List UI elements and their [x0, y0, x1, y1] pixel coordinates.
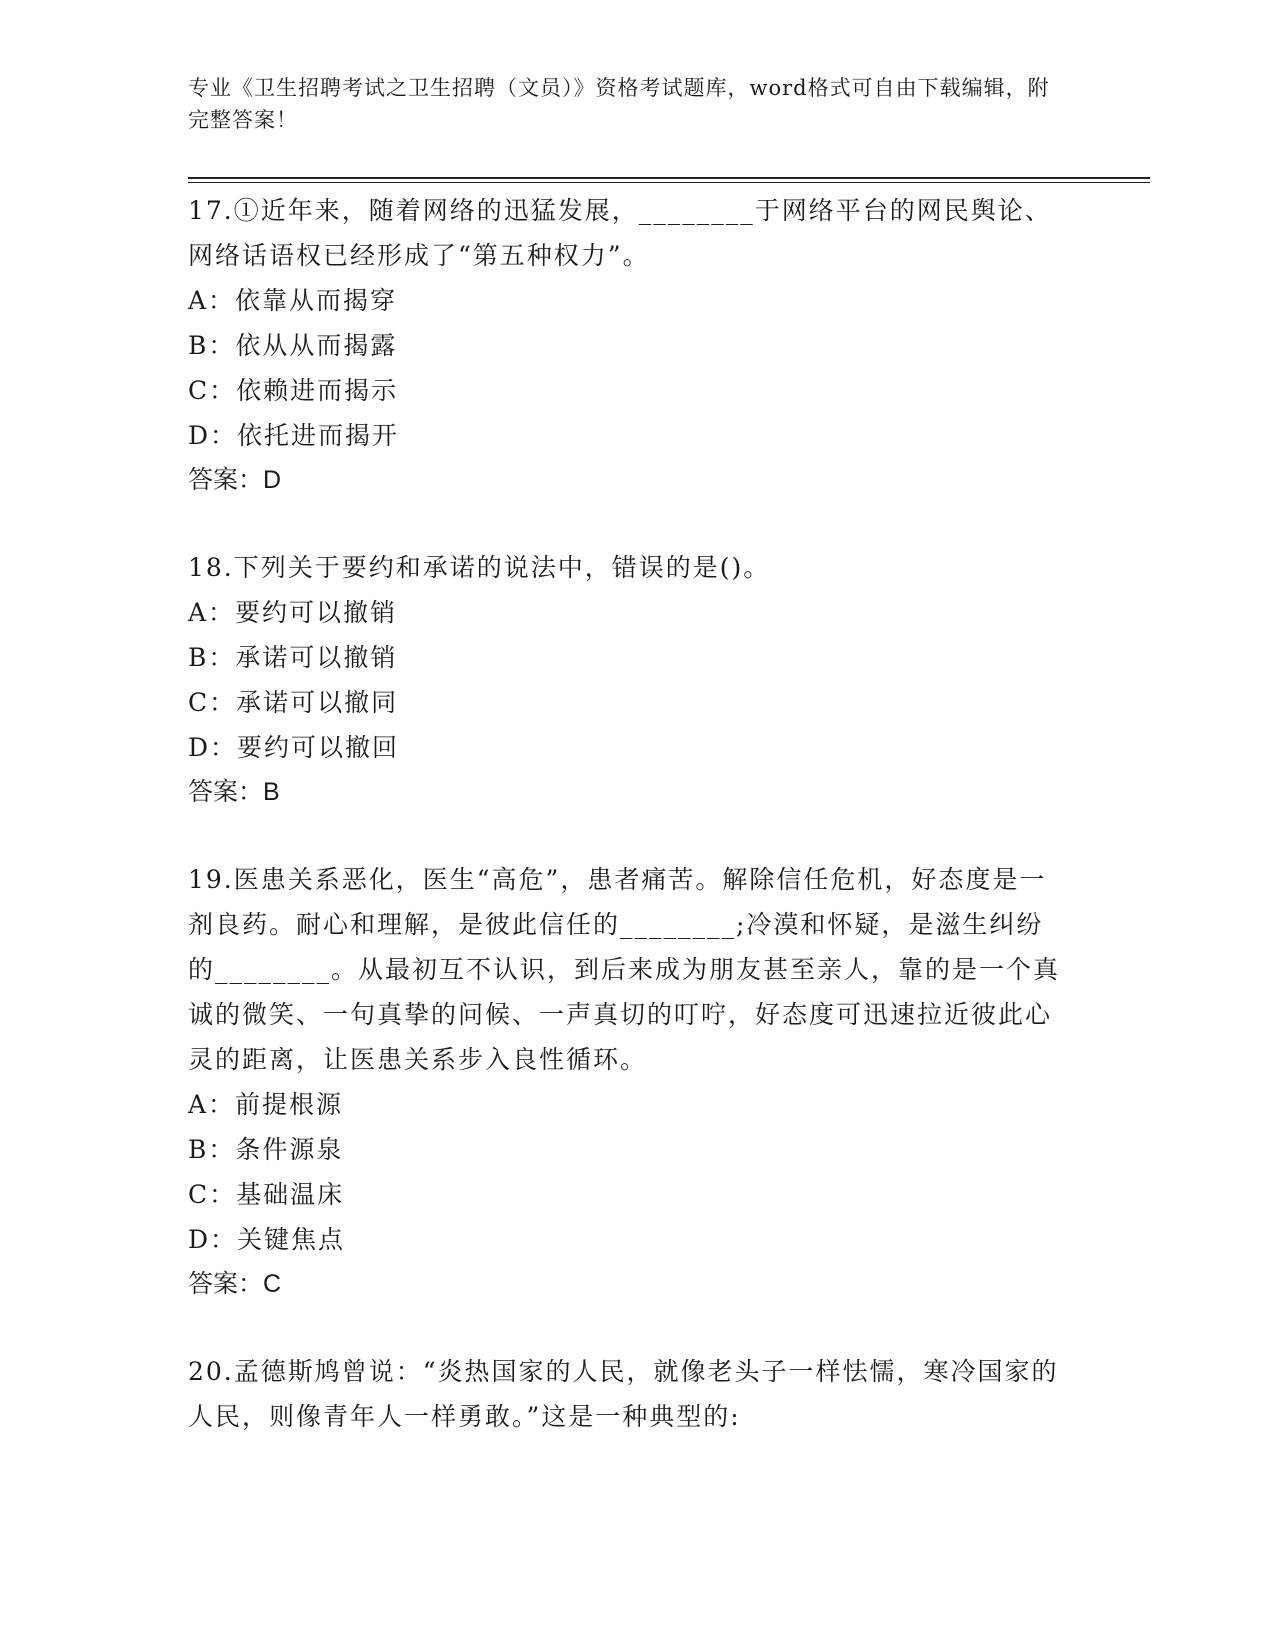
header-divider [188, 177, 1150, 179]
answer: 答案：B [188, 778, 280, 806]
question-17 [188, 188, 1068, 503]
answer: 答案：C [188, 1270, 282, 1298]
question-stem: 19.医患关系恶化，医生“高危”，患者痛苦。解除信任危机，好态度是一剂良药。耐心和理解，是彼此信任的________;冷漠和怀疑，是滋生纠纷的________。从最初互不认识，到后来成为朋友甚至亲人，靠的是一个真诚的微笑、一句真挚的问候、一声真切的叮咛，好态度可迅速拉近彼此心灵的距离，让医患关系步入良性循环。 [188, 865, 1061, 1074]
option-b: B：条件源泉 [188, 1135, 344, 1164]
option-d: D：依托进而揭开 [188, 421, 400, 450]
option-d: D：要约可以撤回 [188, 733, 400, 762]
option-b: B：承诺可以撤销 [188, 643, 398, 672]
header-divider-thin [188, 182, 1150, 183]
question-stem: 18.下列关于要约和承诺的说法中，错误的是()。 [188, 553, 771, 582]
option-a: A：前提根源 [188, 1090, 344, 1119]
option-d: D：关键焦点 [188, 1225, 346, 1254]
question-18 [188, 545, 1068, 815]
question-20 [188, 1349, 1068, 1439]
answer: 答案：D [188, 466, 282, 494]
option-c: C：依赖进而揭示 [188, 376, 399, 405]
option-c: C：基础温床 [188, 1180, 345, 1209]
option-a: A：要约可以撤销 [188, 598, 398, 627]
question-list [188, 188, 1068, 1481]
question-19 [188, 857, 1068, 1307]
option-b: B：依从从而揭露 [188, 331, 398, 360]
option-c: C：承诺可以撤同 [188, 688, 399, 717]
document-header: 专业《卫生招聘考试之卫生招聘（文员）》资格考试题库，word格式可自由下载编辑，附完整答案！ [188, 76, 1050, 132]
option-a: A：依靠从而揭穿 [188, 286, 398, 315]
question-stem: 17.①近年来，随着网络的迅猛发展，________于网络平台的网民舆论、网络话语权已经形成了“第五种权力”。 [188, 196, 1052, 270]
question-stem: 20.孟德斯鸠曾说：“炎热国家的人民，就像老头子一样怯懦，寒冷国家的人民，则像青年人一样勇敢。”这是一种典型的: [188, 1357, 1059, 1431]
